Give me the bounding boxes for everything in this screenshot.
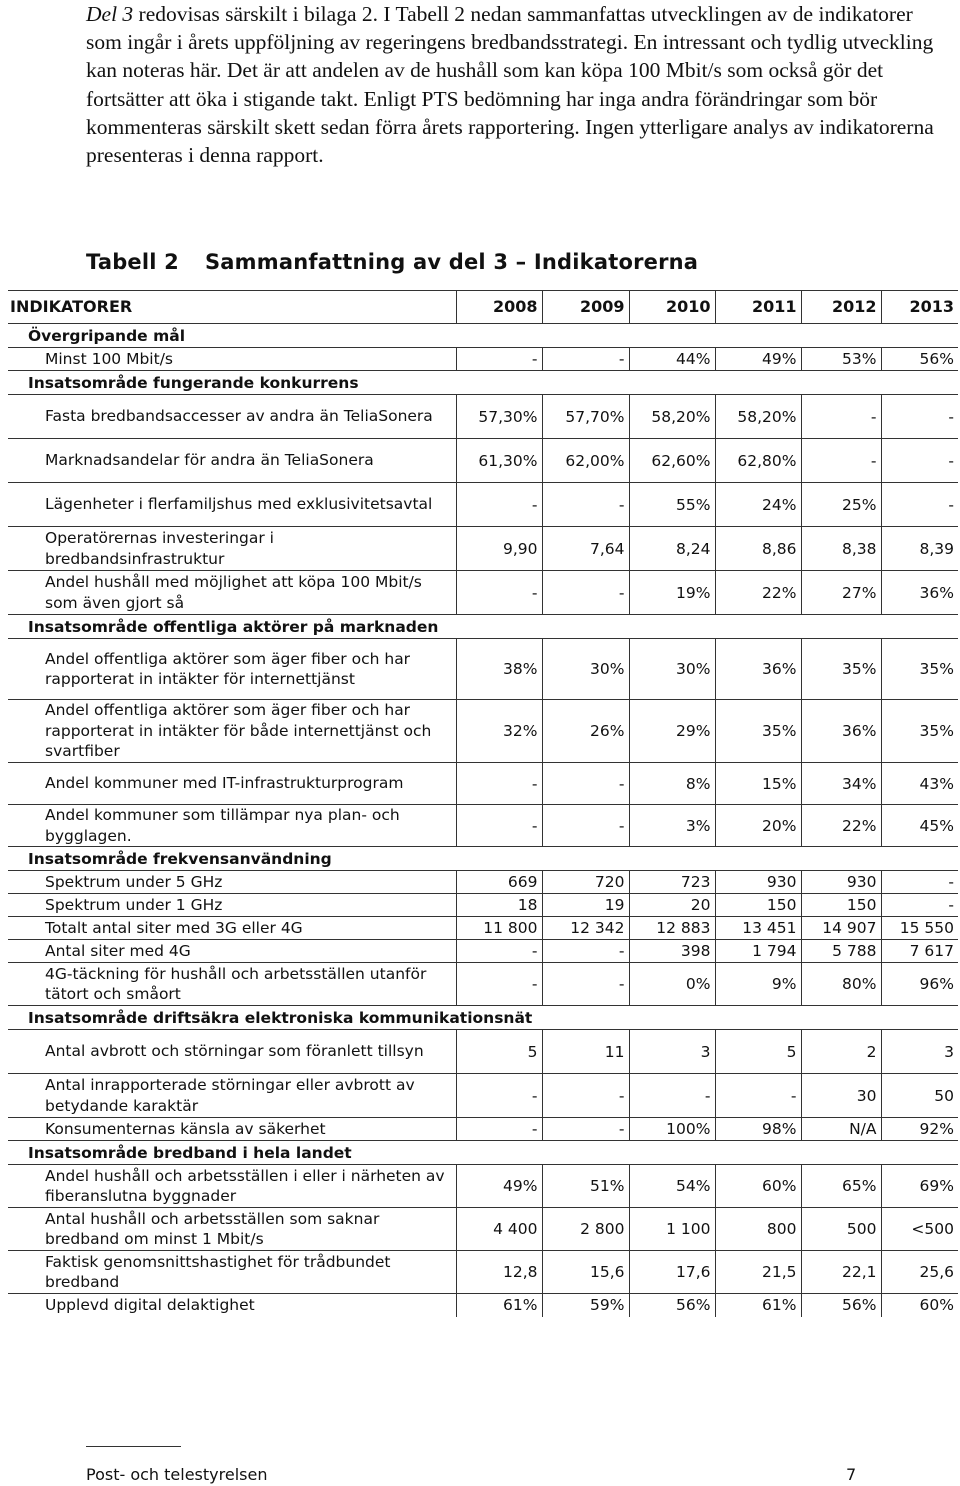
indicator-value: 45% <box>881 805 958 847</box>
indicator-value: 12,8 <box>456 1251 542 1294</box>
indicator-value: 25,6 <box>881 1251 958 1294</box>
indicator-value: 2 <box>801 1030 881 1074</box>
indicator-value: 30 <box>801 1074 881 1118</box>
indicator-value: - <box>456 571 542 615</box>
indicator-label: Andel hushåll med möjlighet att köpa 100 Mbit/s som även gjort så <box>8 571 456 615</box>
indicator-value: 61% <box>715 1294 801 1317</box>
indicator-value: 19 <box>542 894 629 917</box>
indicator-value: 56% <box>629 1294 715 1317</box>
indicator-value: 11 <box>542 1030 629 1074</box>
indicator-value: 7,64 <box>542 527 629 571</box>
indicator-label: Marknadsandelar för andra än TeliaSonera <box>8 439 456 483</box>
indicator-value: 54% <box>629 1165 715 1208</box>
indicator-value: 5 <box>456 1030 542 1074</box>
section-row <box>8 1006 958 1030</box>
indicator-value: <500 <box>881 1208 958 1251</box>
indicator-value: 44% <box>629 348 715 371</box>
indicator-value: 61,30% <box>456 439 542 483</box>
indicator-value: 55% <box>629 483 715 527</box>
section-row <box>8 615 958 639</box>
indicator-value: 15,6 <box>542 1251 629 1294</box>
indicator-value: 9,90 <box>456 527 542 571</box>
section-row <box>8 1141 958 1165</box>
indicator-value: 723 <box>629 871 715 894</box>
indicator-value: - <box>881 894 958 917</box>
indicator-value: 56% <box>801 1294 881 1317</box>
indicator-label: Antal inrapporterade störningar eller avbrott av betydande karaktär <box>8 1074 456 1118</box>
indicator-value: - <box>456 763 542 805</box>
indicator-value: 59% <box>542 1294 629 1317</box>
indicator-label: 4G-täckning för hushåll och arbetsställen utanför tätort och småort <box>8 963 456 1006</box>
indicator-value: 30% <box>629 639 715 700</box>
section-row <box>8 371 958 395</box>
indicator-value: 8,39 <box>881 527 958 571</box>
indicator-value: 5 <box>715 1030 801 1074</box>
intro-text: redovisas särskilt i bilaga 2. I Tabell 2 nedan sammanfattas utvecklingen av de indikatorer som ingår i årets uppföljning av regeringens bredbandsstrategi. En intressant och tydlig utveckling kan noteras här. Det är att andelen av de hushåll som kan köpa 100 Mbit/s som också gör det fortsätter att öka i stigande takt. Enligt PTS bedömning har inga andra förändringar som bör kommenteras särskilt skett sedan förra årets rapportering. Ingen ytterligare analys av indikatorerna presenteras i denna rapport. <box>86 2 934 168</box>
indicator-value: 92% <box>881 1118 958 1141</box>
indicator-value: 60% <box>881 1294 958 1317</box>
indicator-value: 35% <box>881 639 958 700</box>
indicator-value: 29% <box>629 700 715 763</box>
indicator-value: 500 <box>801 1208 881 1251</box>
indicator-value: 13 451 <box>715 917 801 940</box>
indicator-label: Andel kommuner med IT-infrastrukturprogram <box>8 763 456 805</box>
indicator-value: 65% <box>801 1165 881 1208</box>
indicator-label: Konsumenternas känsla av säkerhet <box>8 1118 456 1141</box>
header-year: 2013 <box>881 291 958 324</box>
header-year: 2010 <box>629 291 715 324</box>
indicator-label: Andel offentliga aktörer som äger fiber och har rapporterat in intäkter för internettjänst <box>8 639 456 700</box>
table-row <box>8 917 958 940</box>
indicator-value: 7 617 <box>881 940 958 963</box>
indicator-value: 398 <box>629 940 715 963</box>
indicator-value: - <box>456 348 542 371</box>
indicator-value: - <box>881 395 958 439</box>
table-row <box>8 348 958 371</box>
table-title-text: Sammanfattning av del 3 – Indikatorerna <box>204 250 699 274</box>
header-year: 2009 <box>542 291 629 324</box>
indicator-label: Antal hushåll och arbetsställen som saknar bredband om minst 1 Mbit/s <box>8 1208 456 1251</box>
indicator-value: 930 <box>801 871 881 894</box>
indicator-value: 2 800 <box>542 1208 629 1251</box>
indicator-label: Andel kommuner som tillämpar nya plan- och bygglagen. <box>8 805 456 847</box>
table-row <box>8 763 958 805</box>
indicator-value: 98% <box>715 1118 801 1141</box>
indicator-value: 19% <box>629 571 715 615</box>
indicator-value: - <box>801 395 881 439</box>
table-row <box>8 871 958 894</box>
indicator-value: 8% <box>629 763 715 805</box>
indicator-value: 1 794 <box>715 940 801 963</box>
table-row <box>8 439 958 483</box>
indicator-value: - <box>881 439 958 483</box>
indicator-value: 49% <box>456 1165 542 1208</box>
indicator-value: - <box>542 483 629 527</box>
indicator-value: 100% <box>629 1118 715 1141</box>
indicator-value: 12 342 <box>542 917 629 940</box>
table-row <box>8 639 958 700</box>
indicator-value: 36% <box>715 639 801 700</box>
section-title: Insatsområde offentliga aktörer på marknaden <box>8 615 958 639</box>
indicator-label: Upplevd digital delaktighet <box>8 1294 456 1317</box>
table-row <box>8 571 958 615</box>
indicator-value: N/A <box>801 1118 881 1141</box>
indicator-value: 15% <box>715 763 801 805</box>
indicator-value: 50 <box>881 1074 958 1118</box>
header-year: 2012 <box>801 291 881 324</box>
table-row <box>8 1030 958 1074</box>
indicator-value: 22,1 <box>801 1251 881 1294</box>
indicator-label: Spektrum under 5 GHz <box>8 871 456 894</box>
indicator-value: 30% <box>542 639 629 700</box>
indicator-value: 62,80% <box>715 439 801 483</box>
indicator-value: 3% <box>629 805 715 847</box>
intro-paragraph <box>86 0 936 169</box>
table-number: Tabell 2 <box>86 250 179 274</box>
table-header-row <box>8 291 958 324</box>
indicator-value: 14 907 <box>801 917 881 940</box>
indicator-value: - <box>801 439 881 483</box>
indicator-value: 62,60% <box>629 439 715 483</box>
table-row <box>8 1208 958 1251</box>
header-indicators: INDIKATORER <box>8 291 456 324</box>
indicator-value: 24% <box>715 483 801 527</box>
indicator-value: 150 <box>801 894 881 917</box>
indicator-value: 35% <box>801 639 881 700</box>
indicator-value: - <box>456 963 542 1006</box>
footer-publisher: Post- och telestyrelsen <box>86 1465 268 1484</box>
indicator-value: - <box>542 571 629 615</box>
indicator-value: 22% <box>801 805 881 847</box>
indicator-value: - <box>456 1074 542 1118</box>
indicator-label: Totalt antal siter med 3G eller 4G <box>8 917 456 940</box>
table-row <box>8 963 958 1006</box>
indicator-value: 58,20% <box>629 395 715 439</box>
header-year: 2008 <box>456 291 542 324</box>
table-row <box>8 805 958 847</box>
indicator-value: 12 883 <box>629 917 715 940</box>
indicator-value: 25% <box>801 483 881 527</box>
indicator-value: 3 <box>881 1030 958 1074</box>
table-row <box>8 894 958 917</box>
indicator-label: Lägenheter i flerfamiljshus med exklusivitetsavtal <box>8 483 456 527</box>
table-row <box>8 1294 958 1317</box>
indicator-label: Spektrum under 1 GHz <box>8 894 456 917</box>
indicator-value: 49% <box>715 348 801 371</box>
indicator-label: Faktisk genomsnittshastighet för trådbundet bredband <box>8 1251 456 1294</box>
indicator-value: 18 <box>456 894 542 917</box>
indicator-value: - <box>542 1118 629 1141</box>
indicator-value: 34% <box>801 763 881 805</box>
table-row <box>8 395 958 439</box>
indicator-label: Antal avbrott och störningar som föranlett tillsyn <box>8 1030 456 1074</box>
section-title: Övergripande mål <box>8 324 958 348</box>
section-title: Insatsområde fungerande konkurrens <box>8 371 958 395</box>
indicator-value: - <box>881 483 958 527</box>
indicator-value: 56% <box>881 348 958 371</box>
indicator-value: 53% <box>801 348 881 371</box>
table-row <box>8 940 958 963</box>
table-row <box>8 1251 958 1294</box>
indicator-value: 32% <box>456 700 542 763</box>
indicator-value: 80% <box>801 963 881 1006</box>
indicator-value: 3 <box>629 1030 715 1074</box>
indicator-value: - <box>542 348 629 371</box>
indicator-value: 58,20% <box>715 395 801 439</box>
indicator-value: 22% <box>715 571 801 615</box>
indicator-value: 8,86 <box>715 527 801 571</box>
indicator-value: 20% <box>715 805 801 847</box>
indicator-value: 36% <box>881 571 958 615</box>
indicator-value: 11 800 <box>456 917 542 940</box>
indicator-value: 20 <box>629 894 715 917</box>
indicator-value: 35% <box>881 700 958 763</box>
indicator-value: 61% <box>456 1294 542 1317</box>
table-row <box>8 1165 958 1208</box>
indicator-value: - <box>715 1074 801 1118</box>
section-title: Insatsområde driftsäkra elektroniska kommunikationsnät <box>8 1006 958 1030</box>
indicator-value: 35% <box>715 700 801 763</box>
indicator-value: - <box>542 963 629 1006</box>
indicator-value: 51% <box>542 1165 629 1208</box>
indicator-value: 1 100 <box>629 1208 715 1251</box>
indicator-value: 15 550 <box>881 917 958 940</box>
indicator-label: Fasta bredbandsaccesser av andra än TeliaSonera <box>8 395 456 439</box>
indicator-value: 57,70% <box>542 395 629 439</box>
indicator-table <box>8 290 958 1317</box>
indicator-value: 96% <box>881 963 958 1006</box>
indicator-value: 150 <box>715 894 801 917</box>
indicator-value: 5 788 <box>801 940 881 963</box>
intro-lead: Del 3 <box>86 2 134 26</box>
table-title <box>86 250 698 274</box>
section-title: Insatsområde frekvensanvändning <box>8 847 958 871</box>
indicator-value: - <box>542 763 629 805</box>
section-row <box>8 847 958 871</box>
indicator-value: 800 <box>715 1208 801 1251</box>
indicator-value: - <box>542 805 629 847</box>
indicator-value: 669 <box>456 871 542 894</box>
table-row <box>8 1074 958 1118</box>
indicator-value: - <box>542 940 629 963</box>
indicator-value: 36% <box>801 700 881 763</box>
indicator-label: Operatörernas investeringar i bredbandsinfrastruktur <box>8 527 456 571</box>
indicator-value: 62,00% <box>542 439 629 483</box>
indicator-value: 60% <box>715 1165 801 1208</box>
table-row <box>8 700 958 763</box>
indicator-value: - <box>456 483 542 527</box>
indicator-label: Minst 100 Mbit/s <box>8 348 456 371</box>
indicator-table-body <box>8 291 958 1317</box>
section-row <box>8 324 958 348</box>
table-row <box>8 1118 958 1141</box>
indicator-value: - <box>456 805 542 847</box>
indicator-value: - <box>629 1074 715 1118</box>
indicator-value: 26% <box>542 700 629 763</box>
indicator-value: 8,24 <box>629 527 715 571</box>
indicator-value: 8,38 <box>801 527 881 571</box>
indicator-value: 17,6 <box>629 1251 715 1294</box>
table-row <box>8 527 958 571</box>
indicator-value: 4 400 <box>456 1208 542 1251</box>
indicator-value: 0% <box>629 963 715 1006</box>
indicator-value: 720 <box>542 871 629 894</box>
indicator-value: 38% <box>456 639 542 700</box>
indicator-label: Antal siter med 4G <box>8 940 456 963</box>
indicator-value: - <box>542 1074 629 1118</box>
header-year: 2011 <box>715 291 801 324</box>
table-row <box>8 483 958 527</box>
indicator-value: - <box>456 1118 542 1141</box>
indicator-label: Andel hushåll och arbetsställen i eller i närheten av fiberanslutna byggnader <box>8 1165 456 1208</box>
indicator-value: - <box>881 871 958 894</box>
page-number: 7 <box>846 1465 857 1484</box>
indicator-value: - <box>456 940 542 963</box>
indicator-value: 9% <box>715 963 801 1006</box>
indicator-value: 27% <box>801 571 881 615</box>
indicator-label: Andel offentliga aktörer som äger fiber och har rapporterat in intäkter för både internettjänst och svartfiber <box>8 700 456 763</box>
indicator-value: 21,5 <box>715 1251 801 1294</box>
indicator-value: 43% <box>881 763 958 805</box>
indicator-value: 930 <box>715 871 801 894</box>
indicator-value: 57,30% <box>456 395 542 439</box>
section-title: Insatsområde bredband i hela landet <box>8 1141 958 1165</box>
indicator-value: 69% <box>881 1165 958 1208</box>
footer-rule <box>86 1446 181 1447</box>
